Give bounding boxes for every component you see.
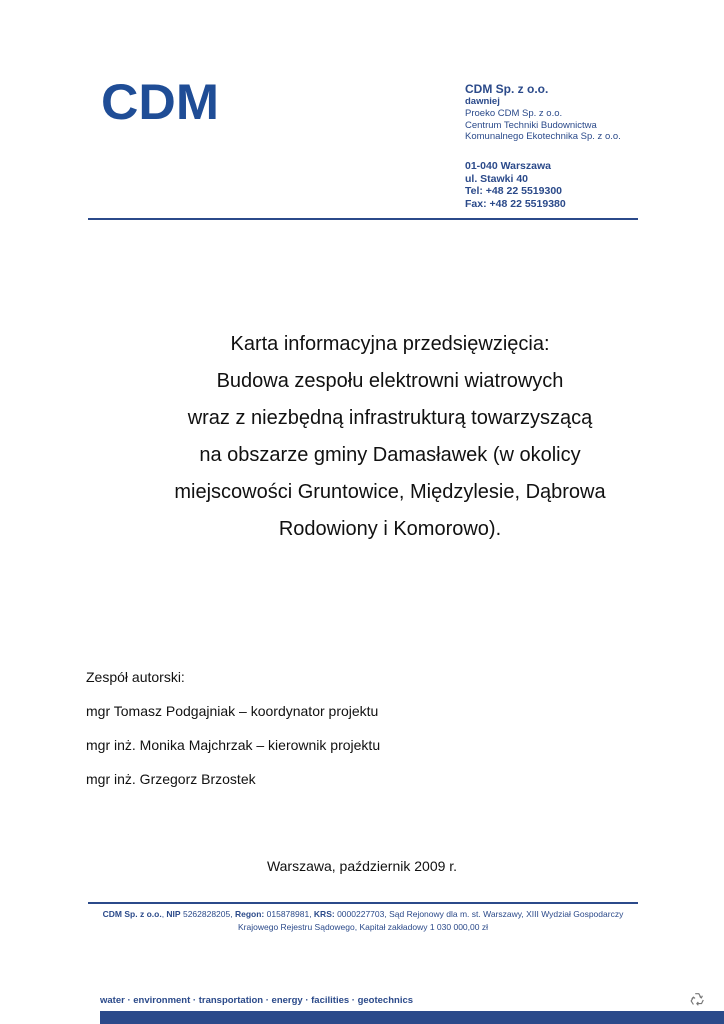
title-line: miejscowości Gruntowice, Międzylesie, Dąbrowa: [174, 481, 606, 503]
regon-label: Regon:: [234, 909, 265, 919]
footer-bar: [100, 1011, 724, 1024]
footer-line-1: CDM Sp. z o.o., NIP 5262828205, Regon: 015878981, KRS: 0000227703, Sąd Rejonowy dla m. st. Warszawy, XIII Wydział Gospodarczy: [102, 909, 624, 919]
formerly-line: Centrum Techniki Budownictwa: [465, 119, 597, 131]
title-line: na obszarze gminy Damasławek (w okolicy: [199, 444, 581, 466]
krs-label: KRS:: [313, 909, 335, 919]
formerly-line: Proeko CDM Sp. z o.o.: [465, 108, 563, 119]
footer-divider: [88, 902, 638, 904]
formerly-line: Komunalnego Ekotechnika Sp. z o.o.: [465, 131, 621, 142]
krs-value: 0000227703: [337, 909, 385, 919]
authors-heading: Zespół autorski:: [86, 669, 185, 685]
address-line: ul. Stawki 40: [465, 172, 529, 185]
company-info: [465, 82, 705, 143]
fax-line: Fax: +48 22 5519380: [465, 197, 566, 210]
regon-value: 015878981: [266, 909, 310, 919]
recycle-icon: [688, 991, 706, 1009]
cdm-logo: [100, 79, 220, 121]
title-line: wraz z niezbędną infrastrukturą towarzyszącą: [187, 407, 593, 429]
footer-tagline: water · environment · transportation · energy · facilities · geotechnics: [100, 995, 414, 1006]
authors-section: [86, 660, 380, 796]
footer-legal: [88, 908, 638, 934]
footer-company: CDM Sp. z o.o.: [102, 909, 162, 919]
formerly-label: dawniej: [465, 96, 500, 107]
title-line: Karta informacyjna przedsięwzięcia:: [230, 333, 550, 355]
logo-text: CDM: [101, 79, 219, 121]
phone-line: Tel: +48 22 5519300: [465, 185, 563, 197]
author-item: mgr inż. Monika Majchrzak – kierownik projektu: [86, 737, 381, 753]
nip-label: NIP: [166, 909, 181, 919]
title-line: Rodowiony i Komorowo).: [278, 518, 502, 540]
header-divider: [88, 218, 638, 220]
author-item: mgr inż. Grzegorz Brzostek: [86, 771, 256, 787]
address-line: 01-040 Warszawa: [465, 160, 551, 172]
title-line: Budowa zespołu elektrowni wiatrowych: [216, 370, 564, 392]
footer-line-2: Krajowego Rejestru Sądowego, Kapitał zakładowy 1 030 000,00 zł: [238, 922, 488, 932]
place-date: Warszawa, październik 2009 r.: [266, 858, 458, 874]
nip-value: 5262828205: [182, 909, 231, 919]
company-address: [465, 160, 705, 210]
document-title: [100, 326, 680, 548]
author-item: mgr Tomasz Podgajniak – koordynator projektu: [86, 703, 379, 719]
company-name: CDM Sp. z o.o.: [465, 82, 549, 96]
court-text: Sąd Rejonowy dla m. st. Warszawy, XIII Wydział Gospodarczy: [389, 909, 624, 919]
